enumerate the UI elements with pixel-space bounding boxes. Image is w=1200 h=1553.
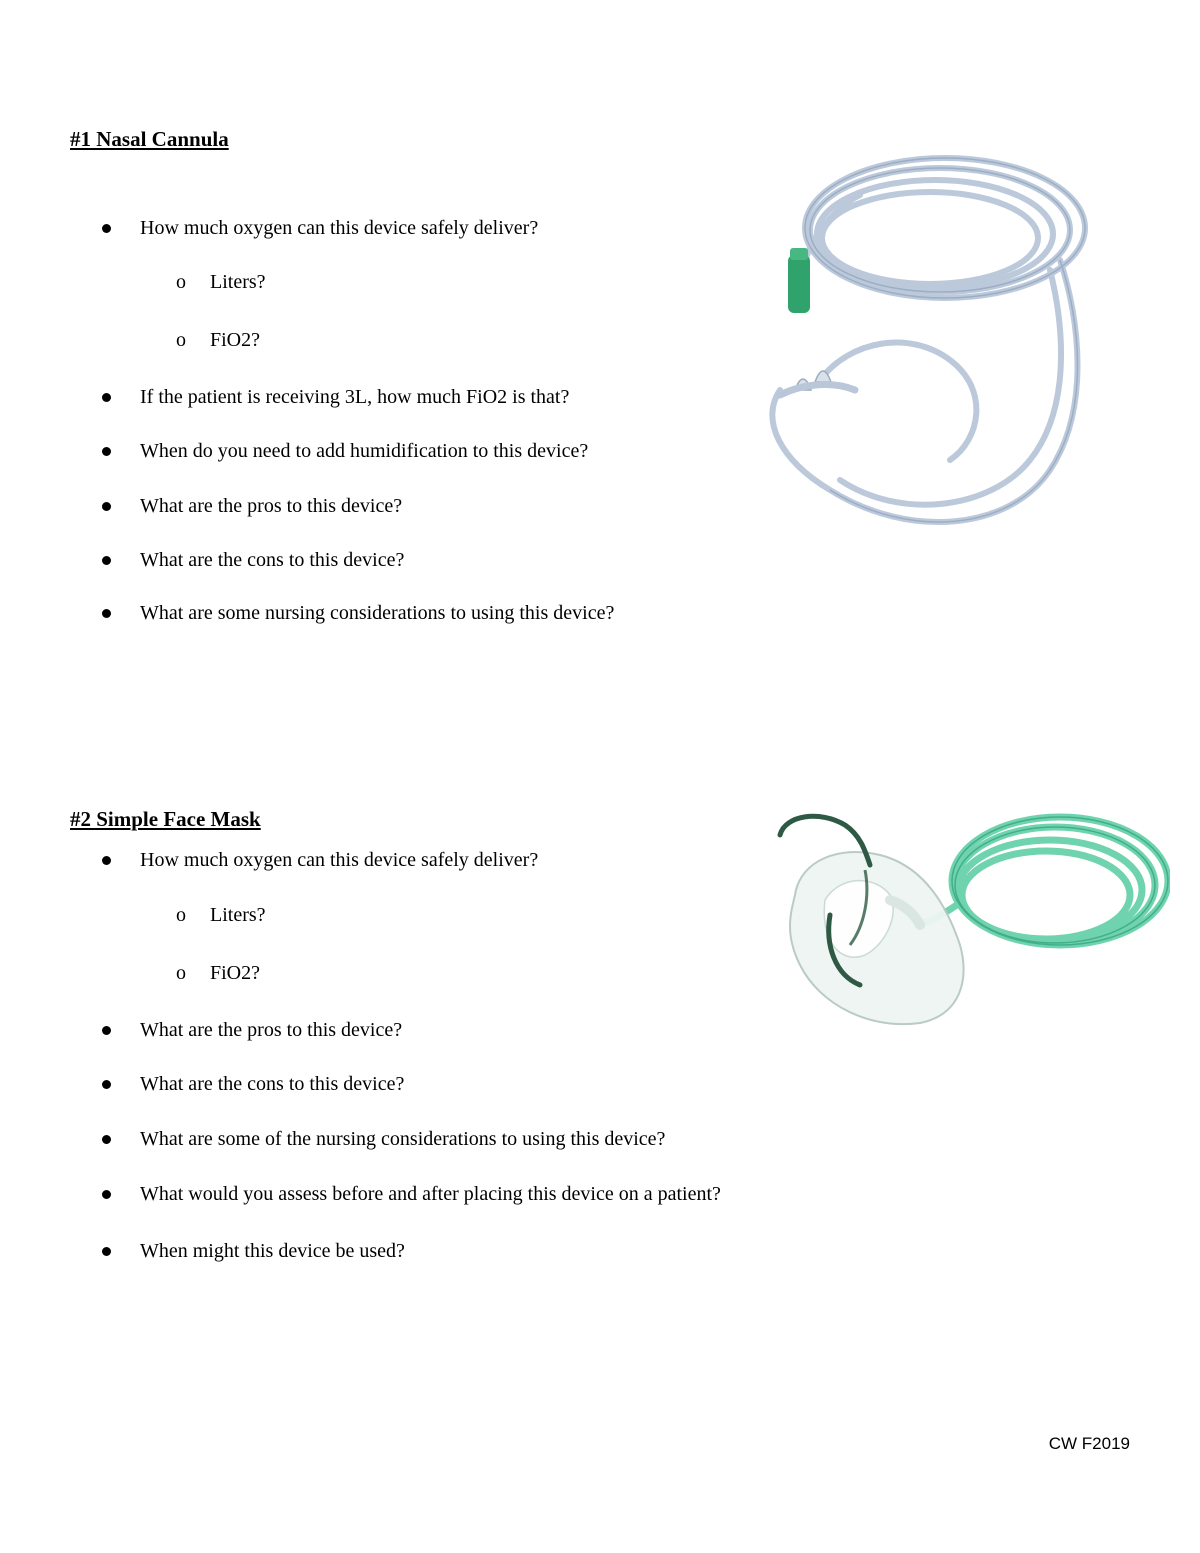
list-subitem: o FiO2? <box>176 328 260 352</box>
section-title-simple-face-mask: #2 Simple Face Mask <box>70 807 261 831</box>
list-item: What are some of the nursing considerations to using this device? <box>102 1127 665 1151</box>
section-title-nasal-cannula: #1 Nasal Cannula <box>70 127 229 151</box>
connector-shape <box>788 255 810 313</box>
list-item: If the patient is receiving 3L, how much FiO2 is that? <box>102 385 569 409</box>
list-item: How much oxygen can this device safely deliver? <box>102 848 538 872</box>
list-subitem: o Liters? <box>176 903 266 927</box>
list-item: When do you need to add humidification to this device? <box>102 439 588 463</box>
list-item: What would you assess before and after placing this device on a patient? <box>102 1182 721 1206</box>
face-mask-image <box>770 805 1170 1035</box>
list-item: What are the cons to this device? <box>102 1072 404 1096</box>
list-item: What are the pros to this device? <box>102 494 402 518</box>
list-item: What are the cons to this device? <box>102 548 404 572</box>
list-item: When might this device be used? <box>102 1239 405 1263</box>
list-item: What are the pros to this device? <box>102 1018 402 1042</box>
list-item: What are some nursing considerations to using this device? <box>102 601 614 625</box>
nasal-cannula-image <box>760 150 1100 545</box>
list-subitem: o FiO2? <box>176 961 260 985</box>
list-subitem: o Liters? <box>176 270 266 294</box>
footer-text: CW F2019 <box>1048 1434 1130 1453</box>
section-nasal-cannula <box>70 126 790 646</box>
list-item: How much oxygen can this device safely deliver? <box>102 216 538 240</box>
section-simple-face-mask <box>70 806 790 1286</box>
